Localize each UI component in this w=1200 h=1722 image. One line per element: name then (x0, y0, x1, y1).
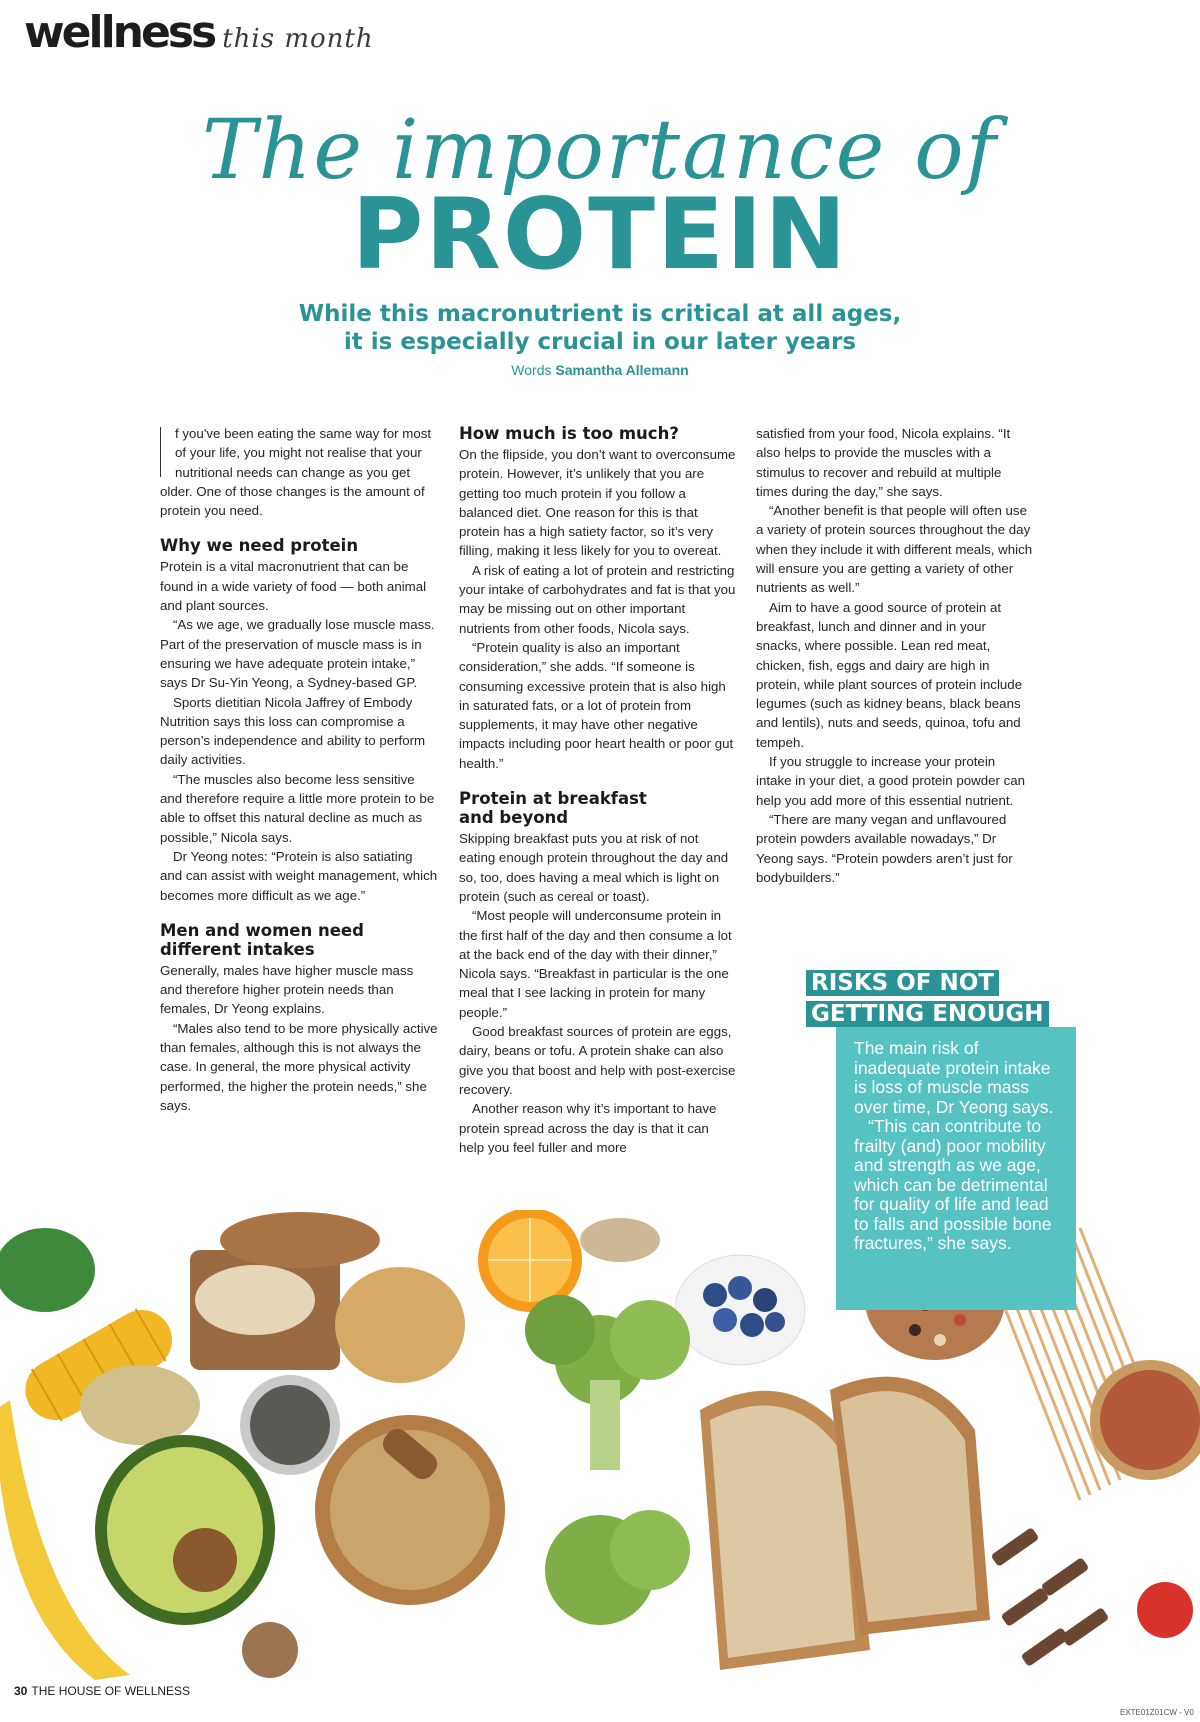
paragraph: Sports dietitian Nicola Jaffrey of Embody Nutrition says this loss can compromise a person’s independence and ability to perform daily activities. (160, 694, 426, 768)
paragraph: Good breakfast sources of protein are eggs, dairy, beans or tofu. A protein shake can also give you that boost and help with post-exercise recovery. (459, 1024, 736, 1097)
sidebar-paragraph: The main risk of inadequate protein intake is loss of muscle mass over time, Dr Yeong says. (854, 1038, 1054, 1117)
subtitle-line: it is especially crucial in our later years (343, 329, 857, 355)
avocado (95, 1435, 275, 1625)
bran-flakes (220, 1212, 380, 1268)
paragraph: Protein is a vital macronutrient that can be found in a wide variety of food — both animal and plant sources. (160, 559, 427, 614)
broccoli (525, 1295, 690, 1625)
section-header (24, 8, 374, 58)
paragraph: satisfied from your food, Nicola explains. “It also helps to provide the muscles with a stimulus to recover and rebuild at multiple times during the day,” she says. (756, 426, 1011, 499)
paragraph: “As we age, we gradually lose muscle mass. Part of the preservation of muscle mass is in ensuring we have adequate protein intake,” says Dr Su-Yin Yeong, a Sydney-based GP. (160, 617, 435, 691)
paragraph: If you struggle to increase your protein intake in your diet, a good protein powder can help you add more of this essential nutrient. (756, 754, 1026, 808)
print-code: EXTE01Z01CW - V0 (1120, 1708, 1194, 1717)
paragraph: Generally, males have higher muscle mass and therefore higher protein needs than females, Dr Yeong explains. (160, 962, 414, 1017)
subtitle-line: While this macronutrient is critical at all ages, (298, 301, 902, 327)
paragraph: Another reason why it’s important to have protein spread across the day is that it can help you feel fuller and more (459, 1101, 717, 1155)
subtitle (0, 300, 1200, 356)
grain-bowl (315, 1415, 505, 1605)
article-column-3 (756, 424, 1034, 887)
byline (0, 362, 1200, 378)
section-heading (160, 921, 438, 959)
paragraph: “Most people will underconsume protein in the first half of the day and then consume a lot at the back end of the day with their dinner,” Nicola says. “Breakfast in particular is the one meal that I see lacking in protein for many people.” (459, 908, 732, 1020)
intro-text: f you've been eating the same way for most of your life, you might not realise that your nutritional needs can change as you get older. One of those changes is the amount of protein you need. (160, 426, 432, 519)
title-script: The importance of (201, 103, 999, 198)
paragraph: “Another benefit is that people will often use a variety of protein sources throughout the day when they include it with different meals, which will ensure you are getting a variety of other nutrients as well.” (756, 503, 1033, 596)
article-column-2 (459, 424, 737, 1157)
sidebar-title-text: RISKS OF NOT (806, 970, 999, 996)
sidebar-title-line (806, 968, 1049, 999)
sidebar-title-text: GETTING ENOUGH (806, 1001, 1049, 1027)
page-title: PROTEIN (351, 178, 849, 292)
bread-slices (700, 1377, 990, 1670)
dropcap-rule (160, 427, 171, 477)
paragraph: A risk of eating a lot of protein and restricting your intake of carbohydrates and fat is that you may be missing out on other important nutrients from other foods, Nicola says. (459, 562, 736, 636)
sidebar-title-line (806, 999, 1049, 1030)
heading-line: different intakes (160, 939, 315, 959)
penne-pasta (991, 1527, 1110, 1667)
section-heading: How much is too much? (459, 424, 679, 443)
walnut (242, 1622, 298, 1678)
paragraph: Dr Yeong notes: “Protein is also satiating and can assist with weight management, which becomes more difficult as we age.” (160, 848, 438, 903)
paragraph: “The muscles also become less sensitive and therefore require a little more protein to be able to offset this natural decline as much as possible,” Nicola says. (160, 771, 435, 845)
kidney-bean-bowl (1090, 1360, 1200, 1480)
section-word: wellness (24, 7, 215, 58)
sunflower-seeds (580, 1218, 660, 1262)
article-column-1 (160, 424, 438, 1115)
byline-author: Samantha Allemann (555, 362, 689, 378)
tomato (1137, 1582, 1193, 1638)
section-script: this month (222, 24, 374, 54)
footer (14, 1684, 190, 1698)
sidebar-box (836, 1027, 1076, 1310)
page-number: 30 (14, 1684, 28, 1698)
paragraph: “Protein quality is also an important consideration,” she adds. “If someone is consuming excessive protein that is also high in saturated fats, or a lot of protein from supplements, it may have other negative impacts including poor heart health or poor gut health.” (459, 639, 734, 771)
oats (195, 1265, 315, 1335)
pistachios (80, 1365, 200, 1445)
heading-line: Men and women need (160, 920, 364, 940)
spinach-leaf (0, 1228, 95, 1312)
blueberry-bowl (675, 1255, 805, 1365)
sidebar-title (806, 968, 1049, 1030)
heading-line: and beyond (459, 808, 569, 828)
paragraph: Aim to have a good source of protein at breakfast, lunch and dinner and in your snacks, where possible. Lean red meat, chicken, fish, eggs and dairy are high in protein, while plant sources of protein include legumes (such as kidney beans, black beans and lentils), nuts and seeds, quinoa, tofu and tempeh. (756, 599, 1023, 750)
section-heading (459, 789, 737, 827)
paragraph: “Males also tend to be more physically active than females, although this is not always the case. In general, the more physical activity performed, the higher the protein needs,” she says. (160, 1020, 438, 1113)
paragraph: “There are many vegan and unflavoured protein powders available nowadays,” Dr Yeong says. “Protein powders aren’t just for bodybuilders.” (756, 811, 1013, 885)
chia-seed-bowl (240, 1375, 340, 1475)
potato (335, 1267, 465, 1383)
byline-prefix: Words (511, 362, 552, 378)
publication-name: THE HOUSE OF WELLNESS (31, 1684, 191, 1698)
paragraph: On the flipside, you don’t want to overconsume protein. However, it’s unlikely that you are getting too much protein if you follow a balanced diet. One reason for this is that protein has a high satiety factor, so it’s very filling, making it less likely for you to overeat. (459, 447, 736, 559)
heading-line: Protein at breakfast (459, 789, 647, 809)
sidebar-paragraph: “This can contribute to frailty (and) poor mobility and strength as we age, which can be detrimental for quality of life and lead to falls and possible bone fractures,” she says. (854, 1116, 1052, 1253)
section-heading: Why we need protein (160, 536, 359, 556)
paragraph: Skipping breakfast puts you at risk of not eating enough protein throughout the day and so, too, does having a meal which is light on protein (such as cereal or toast). (459, 831, 729, 904)
article-intro (160, 424, 438, 520)
